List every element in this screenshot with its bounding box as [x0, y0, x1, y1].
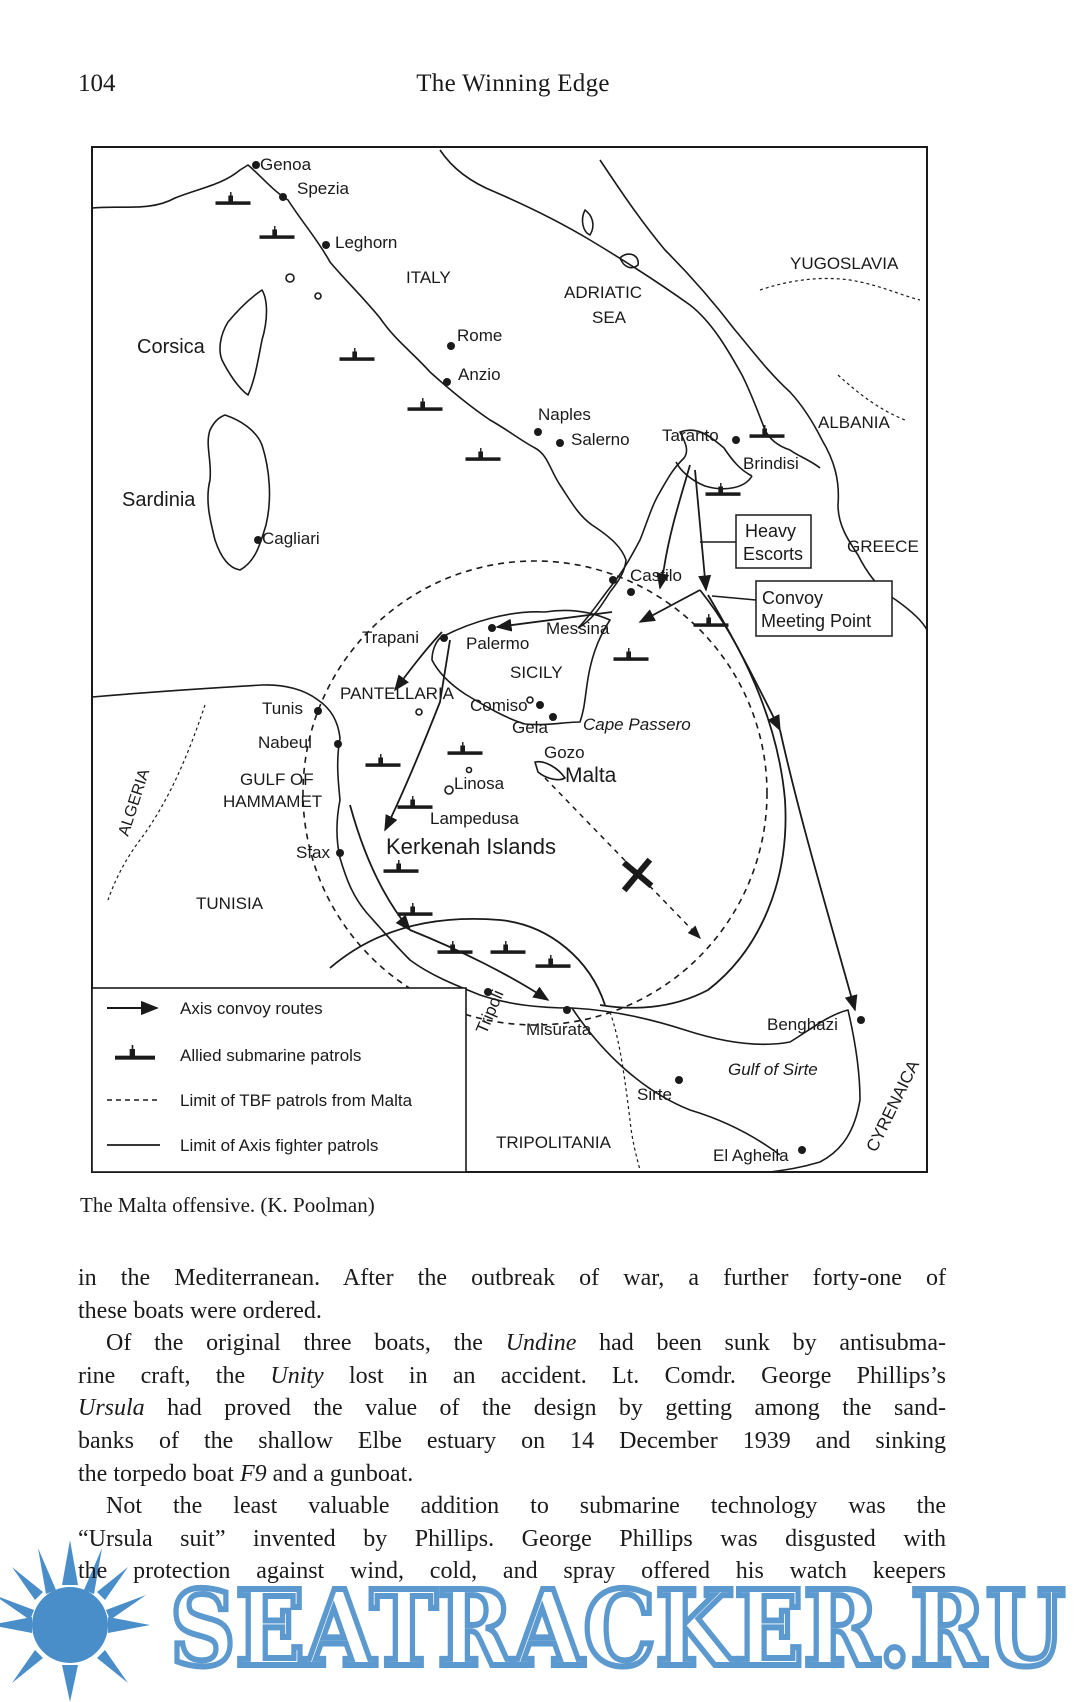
text-line: rine craft, the Unity lost in an accident. Lt. Comdr. George Phillips’s [78, 1362, 946, 1389]
label-corsica: Corsica [137, 336, 205, 358]
label-el-agheila: El Agheila [713, 1146, 789, 1165]
text-line: Of the original three boats, the Undine had been sunk by antisubma- [106, 1330, 946, 1357]
label-sirte: Sirte [637, 1085, 672, 1104]
convoy-meeting-callout [712, 581, 892, 636]
text-line: the torpedo boat F9 and a gunboat. [78, 1460, 414, 1487]
label-naples: Naples [538, 405, 591, 424]
label-leghorn: Leghorn [335, 233, 398, 252]
text-line: in the Mediterranean. After the outbreak of war, a further forty-one of [78, 1265, 946, 1291]
label-linosa: Linosa [454, 774, 505, 793]
label-gulf-of: GULF OF [240, 770, 314, 789]
label-cape-passero: Cape Passero [583, 715, 691, 734]
label-castilo: Castilo [630, 566, 682, 585]
callout-heavy: Heavy [745, 521, 797, 541]
text-line: Not the least valuable addition to submarine technology was the [106, 1493, 946, 1520]
submarine-icon [340, 348, 375, 361]
label-benghazi: Benghazi [767, 1015, 838, 1034]
heavy-escorts-callout [700, 515, 811, 568]
running-title: The Winning Edge [416, 70, 610, 97]
label-comiso: Comiso [470, 696, 528, 715]
legend-label: Limit of Axis fighter patrols [180, 1136, 379, 1155]
label-sardinia: Sardinia [122, 489, 196, 511]
label-gela: Gela [512, 718, 548, 737]
label-rome: Rome [457, 326, 503, 345]
tbf-route-from-malta [545, 778, 700, 938]
label-messina: Messina [546, 619, 610, 638]
label-algeria: ALGERIA [115, 767, 154, 839]
text-line: these boats were ordered. [78, 1297, 322, 1324]
figure-caption: The Malta offensive. (K. Poolman) [80, 1193, 375, 1217]
label-italy: ITALY [406, 268, 451, 287]
submarine-icon [398, 903, 433, 916]
label-genoa: Genoa [260, 155, 312, 174]
label-nabeul: Nabeul [258, 733, 312, 752]
submarine-icon [491, 941, 526, 954]
label-sfax: Sfax [296, 843, 331, 862]
label-gulf-of-sirte: Gulf of Sirte [728, 1060, 818, 1079]
label-tunis: Tunis [262, 699, 303, 718]
submarine-icon [260, 226, 295, 239]
map-legend [92, 988, 466, 1172]
aircraft-icon [610, 848, 663, 902]
label-palermo: Palermo [466, 634, 530, 653]
page-number: 104 [78, 70, 116, 97]
label-cagliari: Cagliari [262, 529, 320, 548]
submarine-icon [614, 648, 649, 661]
label-adriatic-sea: SEA [592, 308, 627, 327]
text-line: the protection against wind, cold, and spray offered his watch keepers [78, 1558, 946, 1585]
label-tripoli: Tripoli [472, 987, 508, 1037]
label-tripolitania: TRIPOLITANIA [496, 1133, 611, 1152]
label-trapani: Trapani [362, 628, 420, 647]
submarine-icon [384, 860, 419, 873]
label-kerkenah: Kerkenah Islands [386, 834, 556, 859]
label-gozo: Gozo [544, 743, 585, 762]
label-lampedusa: Lampedusa [430, 809, 519, 828]
legend-label: Limit of TBF patrols from Malta [180, 1091, 413, 1110]
label-pantellaria: PANTELLARIA [340, 684, 455, 703]
submarine-icon [448, 742, 483, 755]
legend-label: Allied submarine patrols [180, 1046, 362, 1065]
submarine-icon [706, 483, 741, 496]
callout-escorts: Escorts [743, 544, 804, 564]
text-line: banks of the shallow Elbe estuary on 14 December 1939 and sinking [78, 1427, 946, 1454]
submarine-icon [216, 192, 251, 205]
label-adriatic: ADRIATIC [564, 283, 643, 302]
label-brindisi: Brindisi [743, 454, 799, 473]
label-anzio: Anzio [458, 365, 501, 384]
label-salerno: Salerno [571, 430, 630, 449]
legend-label: Axis convoy routes [180, 999, 323, 1018]
submarine-icon [466, 448, 501, 461]
submarine-icon [750, 425, 785, 438]
submarine-icon [366, 754, 401, 767]
label-taranto: Taranto [662, 426, 719, 445]
callout-meeting-point: Meeting Point [761, 611, 872, 631]
watermark-text: SEATRACKER.RU [170, 1567, 1065, 1690]
submarine-icon [536, 955, 571, 968]
text-line: “Ursula suit” invented by Phillips. George Phillips was disgusted with [78, 1525, 946, 1552]
label-yugoslavia: YUGOSLAVIA [790, 254, 899, 273]
label-sicily: SICILY [510, 663, 563, 682]
label-greece: GREECE [847, 537, 919, 556]
text-line: Ursula had proved the value of the design by getting among the sand- [78, 1395, 946, 1422]
label-albania: ALBANIA [818, 413, 890, 432]
body-text [78, 1262, 946, 1588]
label-hammamet: HAMMAMET [223, 792, 323, 811]
submarine-icon [398, 796, 433, 809]
label-tunisia: TUNISIA [196, 894, 264, 913]
label-malta: Malta [565, 764, 617, 787]
callout-convoy: Convoy [762, 588, 824, 608]
label-misurata: Misurata [526, 1020, 592, 1039]
label-spezia: Spezia [297, 179, 349, 198]
submarine-icon [408, 398, 443, 411]
label-cyrenaica: CYRENAICA [862, 1057, 924, 1155]
